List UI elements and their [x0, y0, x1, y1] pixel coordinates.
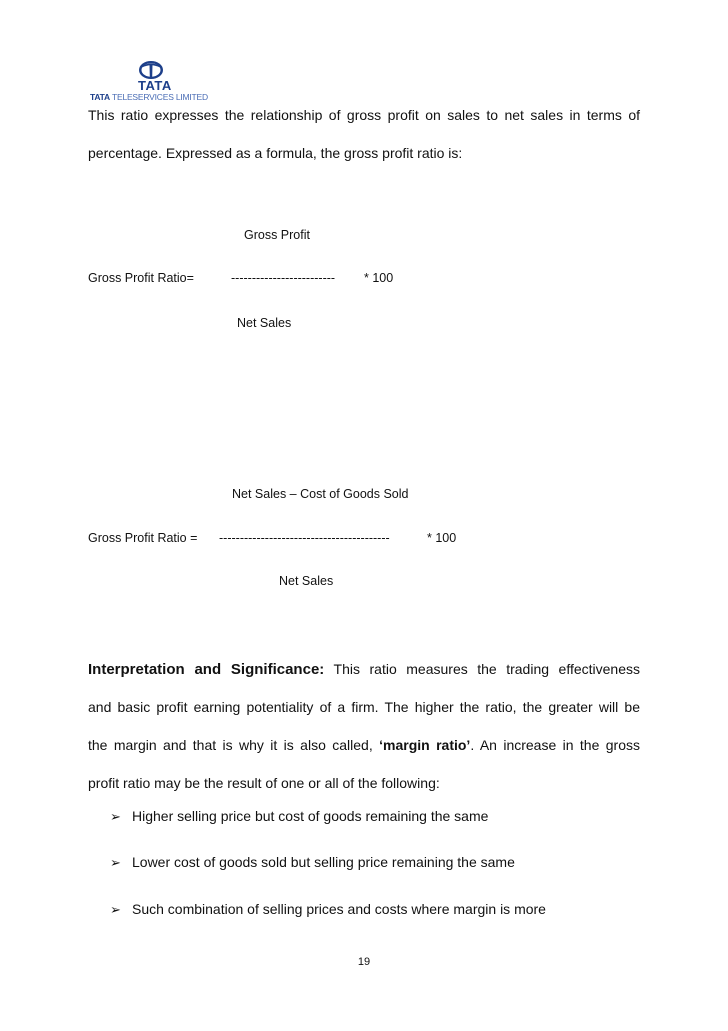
formula1-denominator: Net Sales	[237, 316, 292, 330]
interpretation-heading: Interpretation and Significance:	[88, 661, 325, 678]
logo-brand-text: TATA	[138, 78, 172, 93]
interpretation-line-3: the margin and that is why it is also called, ‘margin ratio’. An increase in the gross	[88, 737, 641, 753]
list-item: ➢ Such combination of selling prices and costs where margin is more	[110, 901, 546, 917]
arrow-bullet-icon: ➢	[110, 902, 121, 917]
margin-ratio-term: ‘margin ratio’	[379, 737, 471, 753]
list-item: ➢ Lower cost of goods sold but selling price remaining the same	[110, 854, 515, 870]
arrow-bullet-icon: ➢	[110, 855, 121, 870]
formula1-label: Gross Profit Ratio=	[88, 271, 194, 285]
formula2-divider: -----------------------------------------	[219, 531, 390, 545]
formula1-numerator: Gross Profit	[244, 228, 310, 242]
tata-emblem-icon	[138, 60, 164, 80]
page-number: 19	[357, 956, 371, 968]
formula2-label: Gross Profit Ratio =	[88, 531, 198, 545]
logo-subtitle: TATA TELESERVICES LIMITED	[90, 92, 208, 102]
arrow-bullet-icon: ➢	[110, 809, 121, 824]
formula2-multiplier: * 100	[427, 531, 457, 545]
formula1-multiplier: * 100	[364, 271, 394, 285]
intro-line-2: percentage. Expressed as a formula, the gross profit ratio is:	[88, 145, 463, 161]
intro-line-1: This ratio expresses the relationship of gross profit on sales to net sales in terms of	[88, 107, 640, 123]
interpretation-line-1: Interpretation and Significance: This ratio measures the trading effectiveness	[88, 661, 640, 678]
interpretation-line-2: and basic profit earning potentiality of a firm. The higher the ratio, the greater will be	[88, 699, 640, 715]
list-item: ➢ Higher selling price but cost of goods remaining the same	[110, 808, 489, 824]
formula2-denominator: Net Sales	[279, 574, 334, 588]
interpretation-line-4: profit ratio may be the result of one or all of the following:	[88, 775, 440, 791]
formula1-divider: -------------------------	[231, 271, 336, 285]
formula2-numerator: Net Sales – Cost of Goods Sold	[232, 487, 409, 501]
